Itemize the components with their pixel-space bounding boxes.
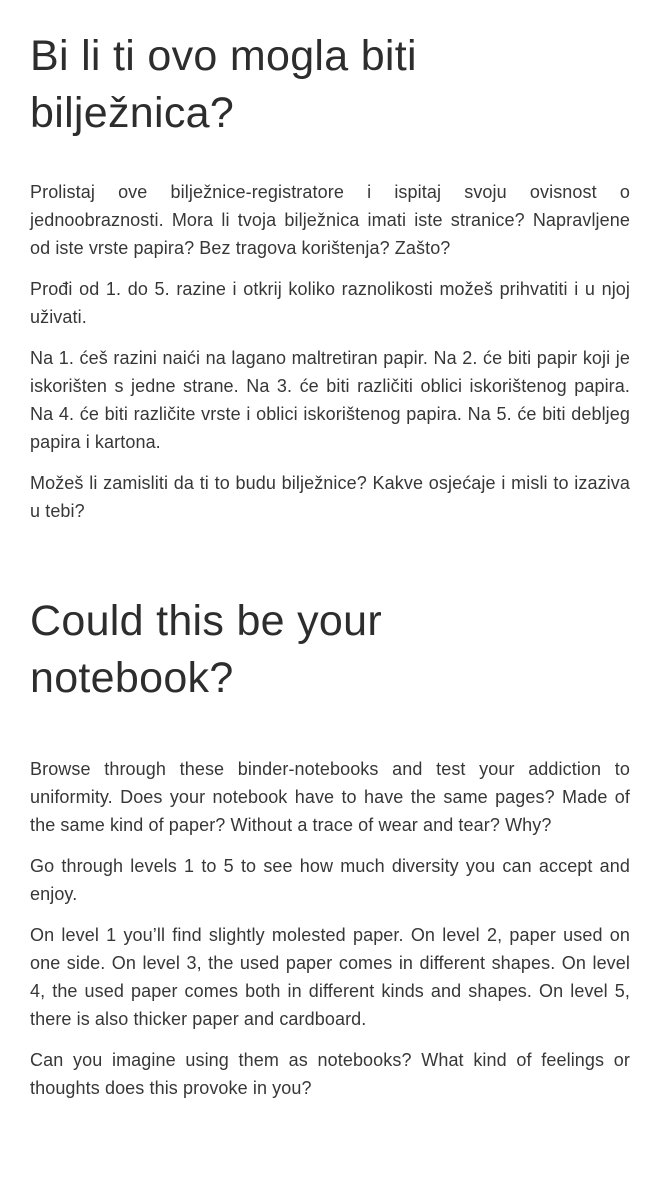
english-section	[30, 593, 630, 1102]
croatian-section	[30, 28, 630, 525]
english-paragraph-4: Can you imagine using them as notebooks? What kind of feelings or thoughts does this provoke in you?	[30, 1050, 630, 1098]
english-heading: Could this be your notebook?	[30, 597, 382, 702]
english-paragraph-1: Browse through these binder-notebooks and test your addiction to uniformity. Does your notebook have to have the same pages? Made of the same kind of paper? Without a trace of wear and tear? Why?	[30, 759, 630, 835]
english-paragraph-3: On level 1 you’ll find slightly molested paper. On level 2, paper used on one side. On level 3, the used paper comes in different shapes. On level 4, the used paper comes both in different kinds and shapes. On level 5, there is also thicker paper and cardboard.	[30, 925, 630, 1029]
croatian-paragraph-4: Možeš li zamisliti da ti to budu bilježnice? Kakve osjećaje i misli to izaziva u tebi?	[30, 473, 630, 521]
croatian-paragraph-3: Na 1. ćeš razini naići na lagano maltretiran papir. Na 2. će biti papir koji je iskorišten s jedne strane. Na 3. će biti različiti oblici iskorištenog papira. Na 4. će biti različite vrste i oblici iskorištenog papira. Na 5. će biti debljeg papira i kartona.	[30, 348, 630, 452]
croatian-paragraph-2: Prođi od 1. do 5. razine i otkrij koliko raznolikosti možeš prihvatiti i u njoj uživati.	[30, 279, 630, 327]
english-paragraph-2: Go through levels 1 to 5 to see how much diversity you can accept and enjoy.	[30, 856, 630, 904]
croatian-heading: Bi li ti ovo mogla biti bilježnica?	[30, 32, 417, 137]
croatian-paragraph-1: Prolistaj ove bilježnice-registratore i ispitaj svoju ovisnost o jednoobraznosti. Mora li tvoja bilježnica imati iste stranice? Napravljene od iste vrste papira? Bez tragova korištenja? Zašto?	[30, 182, 630, 258]
